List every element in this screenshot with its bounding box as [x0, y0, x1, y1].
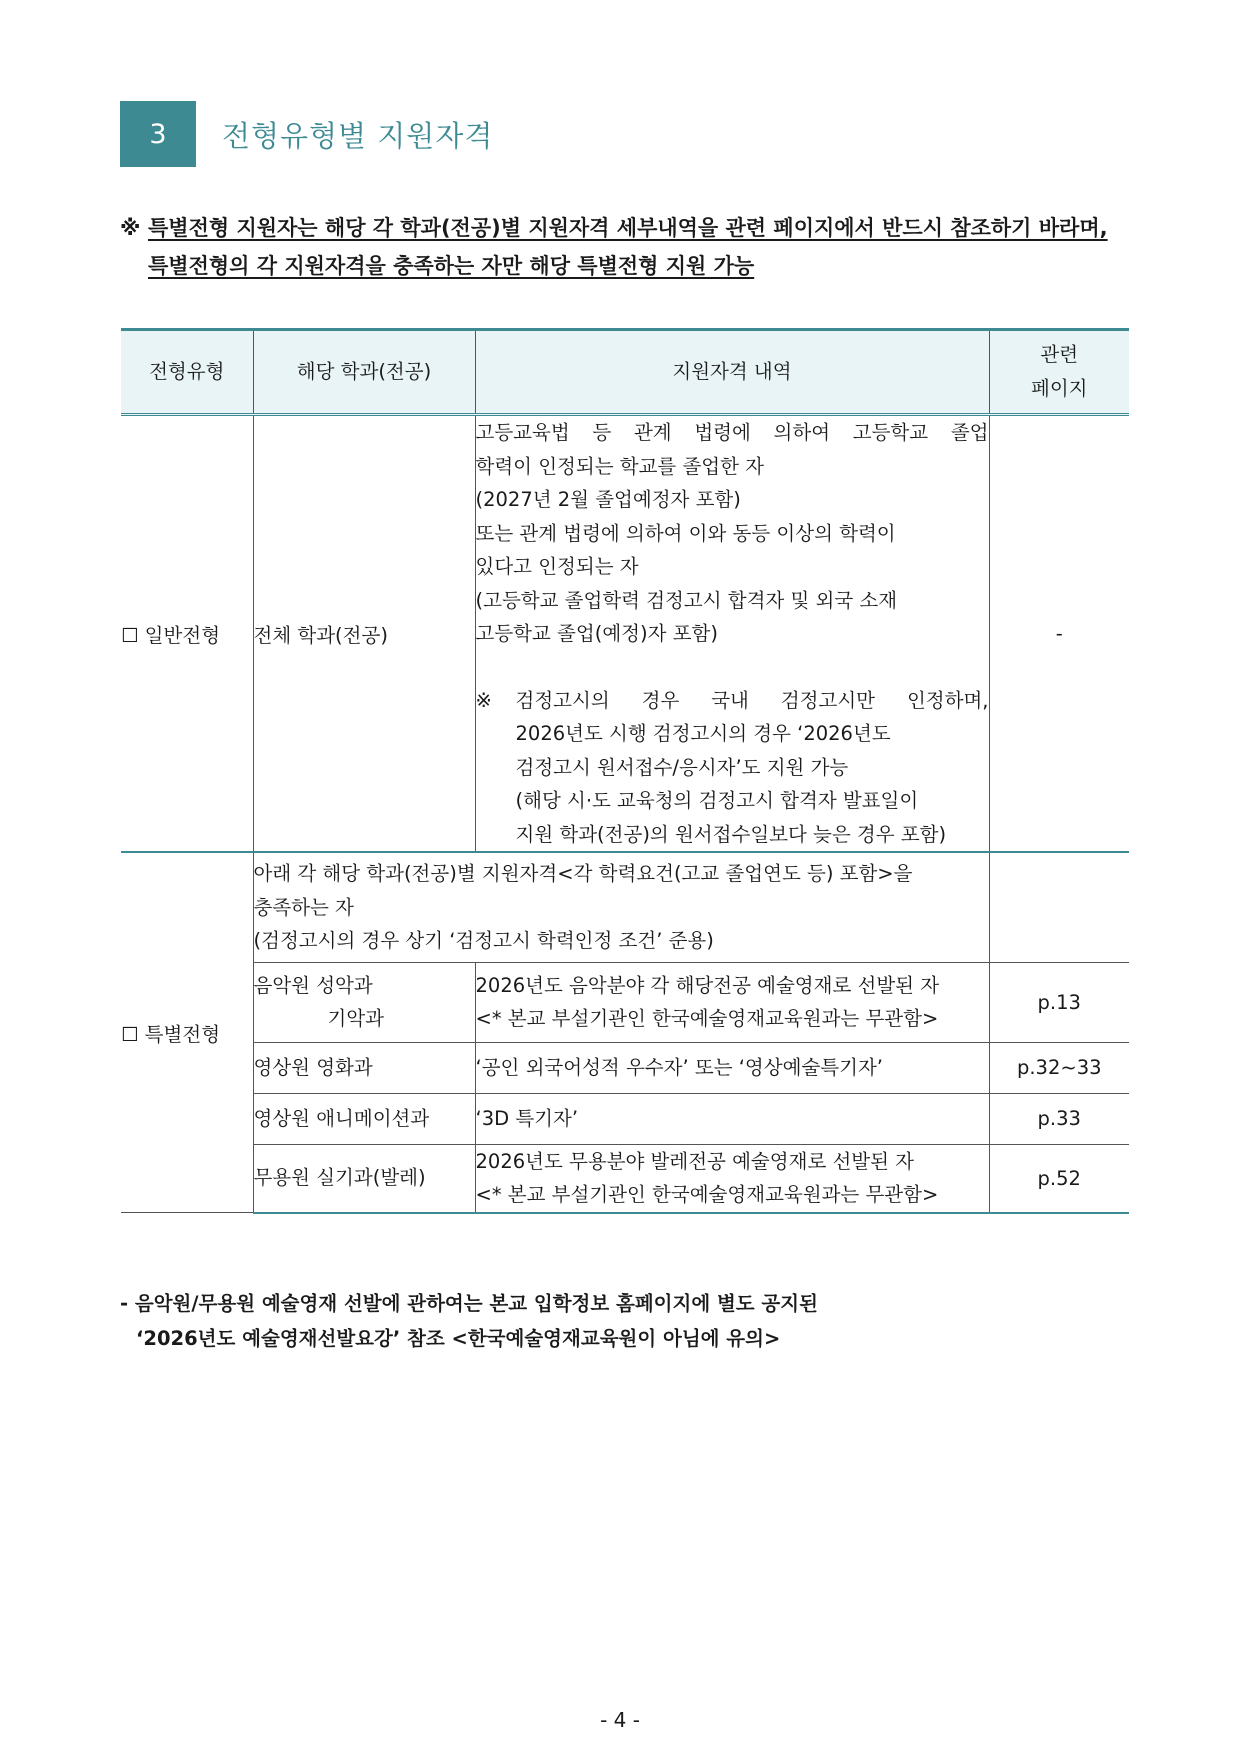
special-detail-line: <* 본교 부설기관인 한국예술영재교육원과는 무관함> [475, 1007, 939, 1030]
general-type: ☐ 일반전형 [121, 415, 253, 853]
special-dept-line: 음악원 성악과 [253, 973, 373, 997]
eligibility-table [121, 328, 1129, 1214]
general-note [476, 684, 989, 852]
general-note-line: 검정고시의 경우 국내 검정고시만 인정하며, [515, 688, 989, 712]
special-detail [475, 1144, 989, 1213]
special-detail-line: 2026년도 무용분야 발레전공 예술영재로 선발된 자 [475, 1149, 915, 1173]
page-number: - 4 - [600, 1708, 640, 1732]
header-type: 전형유형 [121, 330, 253, 415]
special-page: p.32~33 [989, 1042, 1129, 1093]
footnote-line: - 음악원/무용원 예술영재 선발에 관하여는 본교 입학정보 홈페이지에 별도 공지된 [120, 1292, 818, 1315]
table-row-general [121, 415, 1129, 853]
special-detail [475, 962, 989, 1042]
general-detail [475, 415, 989, 853]
general-note-line: 2026년도 시행 검정고시의 경우 ‘2026년도 [515, 722, 891, 745]
footnote [120, 1286, 1130, 1356]
section-title: 전형유형별 지원자격 [222, 118, 494, 153]
special-detail: ‘3D 특기자’ [475, 1093, 989, 1144]
table-row-special [121, 1144, 1129, 1213]
general-detail-line: 있다고 인정되는 자 [475, 555, 639, 578]
header-dept: 해당 학과(전공) [253, 330, 475, 415]
special-dept: 영상원 영화과 [253, 1042, 475, 1093]
general-detail-line: 학력이 인정되는 학교를 졸업한 자 [475, 454, 765, 478]
special-detail: ‘공인 외국어성적 우수자’ 또는 ‘영상예술특기자’ [475, 1042, 989, 1093]
general-detail-line: 고등교육법 등 관계 법령에 의하여 고등학교 졸업 [475, 421, 989, 444]
special-intro-line: 아래 각 해당 학과(전공)별 지원자격<각 학력요건(고교 졸업연도 등) 포함>을 [253, 862, 913, 885]
special-type: ☐ 특별전형 [121, 852, 253, 1213]
special-intro-line: (검정고시의 경우 상기 ‘검정고시 학력인정 조건’ 준용) [253, 929, 714, 952]
special-intro [253, 852, 989, 962]
special-detail-line: 2026년도 음악분야 각 해당전공 예술영재로 선발된 자 [475, 973, 940, 997]
general-dept: 전체 학과(전공) [253, 415, 475, 853]
general-detail-line: 고등학교 졸업(예정)자 포함) [475, 622, 718, 645]
special-page: p.13 [989, 962, 1129, 1042]
table-header-row [121, 330, 1129, 415]
section-number: 3 [120, 101, 196, 167]
table-row-special [121, 1042, 1129, 1093]
note-mark: ※ [475, 688, 492, 712]
reference-mark: ※ [120, 216, 141, 240]
special-dept [253, 962, 475, 1042]
general-note-line: 검정고시 원서접수/응시자’도 지원 가능 [515, 755, 849, 779]
header-detail: 지원자격 내역 [475, 330, 989, 415]
special-dept: 무용원 실기과(발레) [253, 1144, 475, 1213]
table-row-special [121, 962, 1129, 1042]
special-dept-line: 기악과 [327, 1007, 385, 1030]
general-detail-line: 또는 관계 법령에 의하여 이와 동등 이상의 학력이 [475, 521, 896, 545]
special-detail-line: <* 본교 부설기관인 한국예술영재교육원과는 무관함> [475, 1183, 939, 1206]
general-detail-line: (고등학교 졸업학력 검정고시 합격자 및 외국 소재 [475, 588, 898, 612]
special-dept: 영상원 애니메이션과 [253, 1093, 475, 1144]
general-page: - [989, 415, 1129, 853]
section-header [120, 101, 493, 167]
header-page [989, 330, 1129, 415]
general-detail-line: (2027년 2월 졸업예정자 포함) [475, 488, 741, 511]
table-row-special [121, 1093, 1129, 1144]
special-page: p.33 [989, 1093, 1129, 1144]
general-note-line: 지원 학과(전공)의 원서접수일보다 늦은 경우 포함) [515, 822, 947, 846]
table-row-special-intro [121, 852, 1129, 962]
general-note-line: (해당 시·도 교육청의 검정고시 합격자 발표일이 [515, 789, 919, 812]
notice-text: 특별전형 지원자는 해당 각 학과(전공)별 지원자격 세부내역을 관련 페이지에서 반드시 참조하기 바라며, 특별전형의 각 지원자격을 충족하는 자만 해당 특별전형 지원 가능 [148, 216, 1108, 278]
special-page: p.52 [989, 1144, 1129, 1213]
header-page-line1: 관련 [1040, 343, 1079, 366]
notice [120, 209, 1130, 285]
header-page-line2: 페이지 [1030, 377, 1088, 400]
special-intro-line: 충족하는 자 [253, 895, 354, 919]
footnote-line: ‘2026년도 예술영재선발요강’ 참조 <한국예술영재교육원이 아님에 유의> [136, 1327, 781, 1350]
